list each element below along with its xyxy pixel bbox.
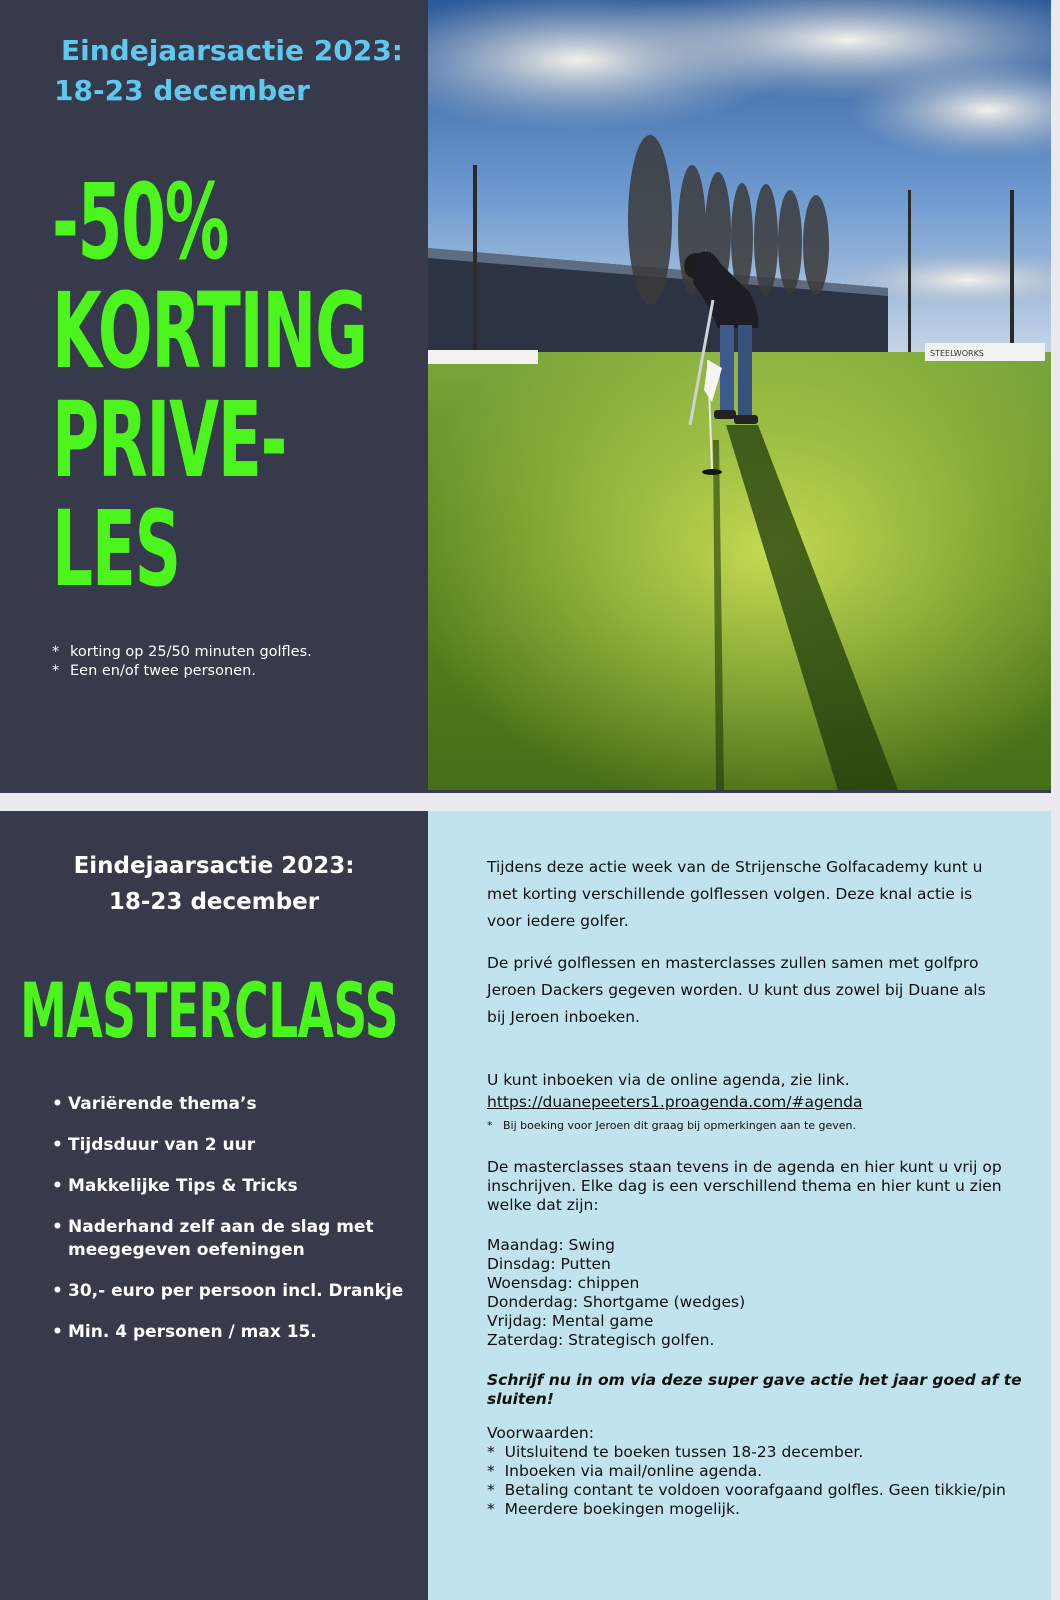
masterclass-title: MASTERCLASS [20, 966, 398, 1055]
golfer-putting-photo [428, 0, 1051, 790]
schedule-item: Woensdag: chippen [487, 1274, 640, 1292]
schedule-item: Dinsdag: Putten [487, 1255, 611, 1273]
feature-text: Tijdsduur van 2 uur [68, 1135, 256, 1155]
text-line: bij Jeroen inboeken. [487, 1008, 640, 1026]
golf-scene-illustration [428, 0, 1051, 790]
list-item [52, 1093, 412, 1116]
text-line: Schrijf nu in om via deze super gave actie het jaar goed af te [487, 1371, 1022, 1389]
promo-left-panel [0, 0, 428, 793]
theme-schedule [487, 1236, 745, 1350]
bullet-marker: • [52, 1176, 63, 1196]
promo-heading-line1: Eindejaarsactie 2023: [61, 34, 403, 67]
sign-text: STEELWORKS [930, 349, 984, 358]
feature-text: 30,- euro per persoon incl. Drankje [68, 1281, 404, 1301]
condition-item [487, 1462, 1006, 1481]
masterclass-feature-list [52, 1093, 412, 1362]
condition-item [487, 1481, 1006, 1500]
masterclass-heading-line1: Eindejaarsactie 2023: [73, 853, 355, 879]
text-line: voor iedere golfer. [487, 912, 629, 930]
condition-marker: * [487, 1481, 495, 1499]
text-line: De masterclasses staan tevens in de agenda en hier kunt u vrij op [487, 1158, 1002, 1176]
text-line: sluiten! [487, 1390, 554, 1408]
condition-marker: * [487, 1443, 495, 1461]
call-to-action [487, 1371, 1022, 1409]
feature-text: Makkelijke Tips & Tricks [68, 1176, 298, 1196]
discount-headline [52, 161, 367, 610]
feature-text: Naderhand zelf aan de slag met meegegeven oefeningen [68, 1217, 374, 1260]
bullet-text: Een en/of twee personen. [70, 663, 256, 679]
condition-text: Betaling contant te voldoen voorafgaand golfles. Geen tikkie/pin [504, 1481, 1006, 1499]
bullet-marker: • [52, 1094, 63, 1114]
info-paragraph-intro [487, 854, 983, 935]
booking-block [487, 1069, 863, 1137]
conditions-title: Voorwaarden: [487, 1424, 594, 1442]
feature-text: Variërende thema’s [68, 1094, 257, 1114]
list-item [52, 643, 312, 662]
note-marker: * [487, 1119, 493, 1132]
promo-page-masterclass [0, 811, 1051, 1600]
discount-line: PRIVE- [52, 379, 287, 501]
booking-note [487, 1115, 863, 1137]
condition-text: Meerdere boekingen mogelijk. [504, 1500, 740, 1518]
schedule-item: Zaterdag: Strategisch golfen. [487, 1331, 715, 1349]
text-line: welke dat zijn: [487, 1196, 599, 1214]
discount-line: -50% [52, 161, 229, 283]
note-text: Bij boeking voor Jeroen dit graag bij opmerkingen aan te geven. [503, 1119, 857, 1132]
list-item [52, 662, 312, 681]
schedule-item: Donderdag: Shortgame (wedges) [487, 1293, 746, 1311]
list-item [52, 1280, 412, 1303]
feature-text: Min. 4 personen / max 15. [68, 1322, 317, 1342]
condition-marker: * [487, 1500, 495, 1518]
condition-item [487, 1500, 1006, 1519]
promo-bullet-list [52, 643, 312, 681]
text-line: met korting verschillende golflessen volgen. Deze knal actie is [487, 885, 973, 903]
schedule-item: Vrijdag: Mental game [487, 1312, 654, 1330]
text-line: Jeroen Dackers gegeven worden. U kunt dus zowel bij Duane als [487, 981, 986, 999]
conditions-block [487, 1424, 1006, 1519]
agenda-link[interactable]: https://duanepeeters1.proagenda.com/#agenda [487, 1093, 863, 1111]
text-line: De privé golflessen en masterclasses zullen samen met golfpro [487, 954, 979, 972]
bullet-marker: • [52, 1322, 63, 1342]
condition-text: Uitsluitend te boeken tussen 18-23 december. [504, 1443, 864, 1461]
discount-line: LES [52, 488, 180, 610]
condition-text: Inboeken via mail/online agenda. [504, 1462, 763, 1480]
bullet-marker: * [52, 663, 60, 679]
text-line: Tijdens deze actie week van de Strijensche Golfacademy kunt u [487, 858, 983, 876]
bullet-marker: • [52, 1281, 63, 1301]
condition-item [487, 1443, 1006, 1462]
discount-line: KORTING [52, 270, 367, 392]
bullet-marker: • [52, 1135, 63, 1155]
bullet-marker: • [52, 1217, 63, 1237]
list-item [52, 1321, 412, 1344]
condition-marker: * [487, 1462, 495, 1480]
bullet-text: korting op 25/50 minuten golfles. [70, 644, 312, 660]
bullet-marker: * [52, 644, 60, 660]
list-item [52, 1175, 412, 1198]
list-item [52, 1216, 412, 1262]
masterclass-heading-line2: 18-23 december [108, 889, 320, 915]
schedule-item: Maandag: Swing [487, 1236, 616, 1254]
text-line: inschrijven. Elke dag is een verschillend thema en hier kunt u zien [487, 1177, 1002, 1195]
booking-text: U kunt inboeken via de online agenda, zie link. [487, 1071, 850, 1089]
list-item [52, 1134, 412, 1157]
promo-heading-line2: 18-23 december [54, 74, 310, 107]
promo-page-private-lesson [0, 0, 1051, 793]
info-paragraph-themes [487, 1158, 1002, 1215]
info-paragraph-pros [487, 950, 986, 1031]
